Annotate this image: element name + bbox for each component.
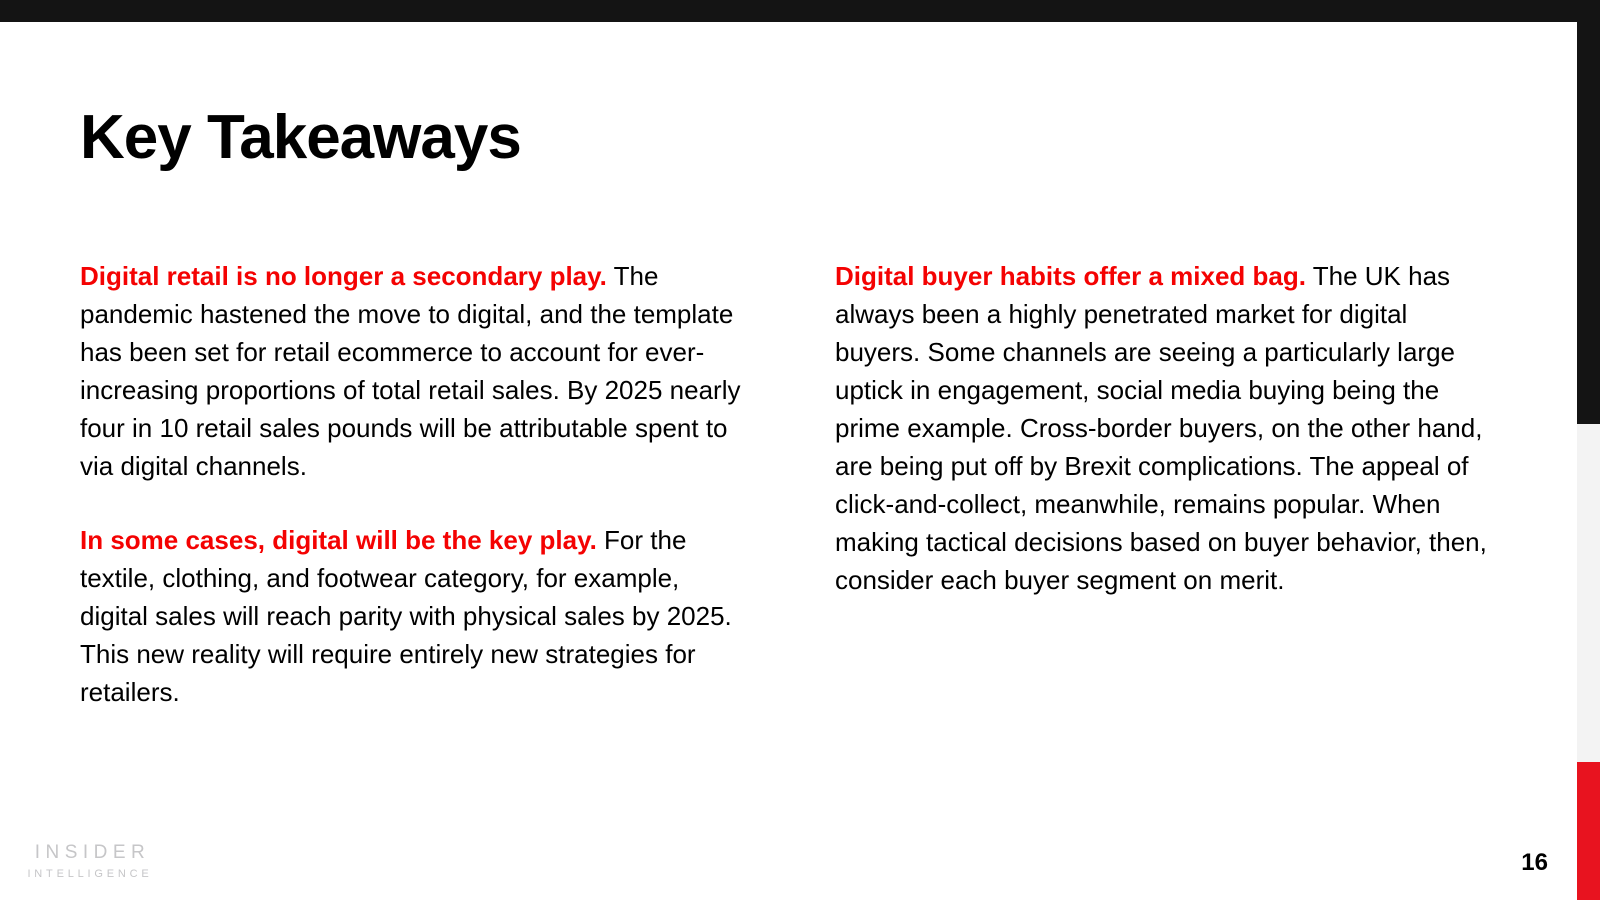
page-number: 16 (1521, 849, 1548, 876)
left-column (80, 257, 752, 711)
top-black-bar (0, 0, 1600, 22)
strip-segment-black (1577, 0, 1600, 424)
right-edge-strip (1577, 0, 1600, 900)
insider-intelligence-logo (25, 842, 155, 880)
logo-primary-text: INSIDER (34, 842, 151, 863)
strip-segment-red (1577, 762, 1600, 900)
strip-segment-gray (1577, 424, 1600, 762)
paragraph-lead: Digital retail is no longer a secondary play. (80, 261, 607, 291)
paragraph-body: The UK has always been a highly penetrated market for digital buyers. Some channels are seeing a particularly large uptick in engagement, social media buying being the prime example. Cross-border buyers, on the other hand, are being put off by Brexit complications. The appeal of click-and-collect, meanwhile, remains popular. When making tactical decisions based on buyer behavior, then, consider each buyer segment on merit. (835, 261, 1487, 595)
paragraph (80, 521, 752, 711)
paragraph-body: For the textile, clothing, and footwear category, for example, digital sales will reach parity with physical sales by 2025. This new reality will require entirely new strategies for retailers. (80, 525, 732, 707)
paragraph (835, 257, 1495, 599)
logo-secondary-text: INTELLIGENCE (27, 868, 153, 880)
paragraph-lead: Digital buyer habits offer a mixed bag. (835, 261, 1306, 291)
paragraph-lead: In some cases, digital will be the key play. (80, 525, 597, 555)
page-title: Key Takeaways (80, 103, 521, 172)
paragraph-body: The pandemic hastened the move to digital, and the template has been set for retail ecommerce to account for ever-increasing proportions of total retail sales. By 2025 nearly four in 10 retail sales pounds will be attributable spent to via digital channels. (80, 261, 741, 481)
right-column (835, 257, 1495, 599)
paragraph (80, 257, 752, 485)
